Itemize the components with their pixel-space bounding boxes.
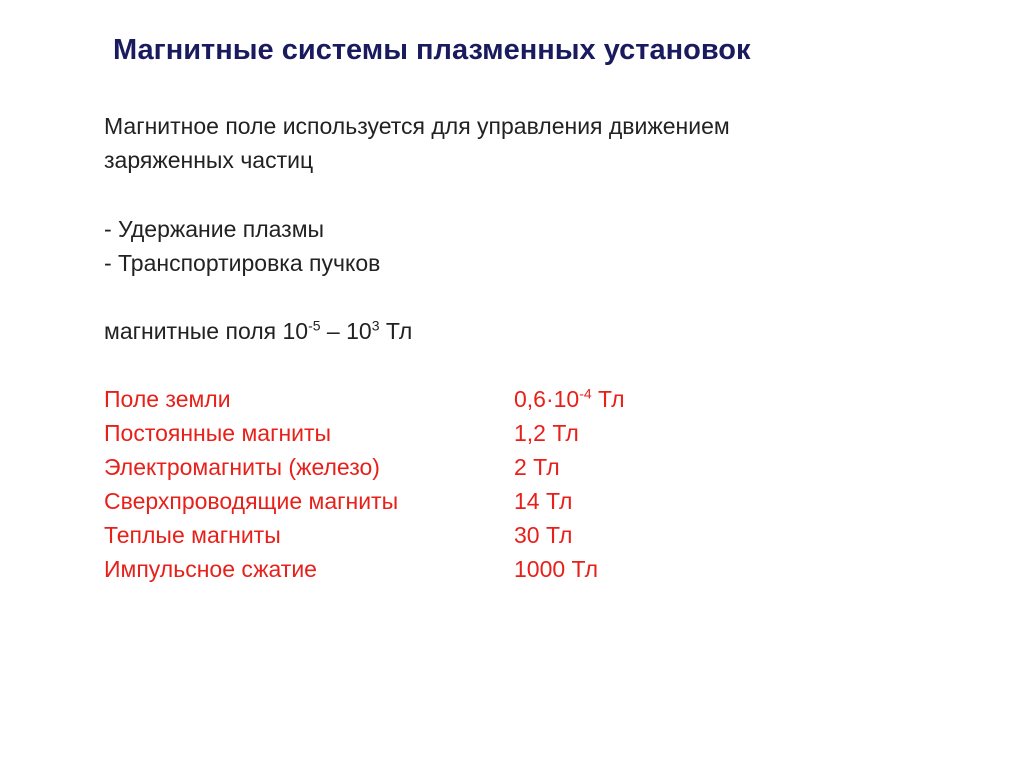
field-range-line [104, 314, 412, 348]
field-value: 1,2 Тл [514, 420, 579, 446]
field-value-unit: Тл [591, 386, 625, 412]
field-name: Сверхпроводящие магниты [104, 488, 399, 514]
field-name: Постоянные магниты [104, 420, 332, 446]
table-row [104, 552, 625, 586]
slide-title: Магнитные системы плазменных установок [113, 34, 751, 66]
field-value: 30 Тл [514, 522, 573, 548]
table-row [104, 416, 625, 450]
intro-line-1: Магнитное поле используется для управления движением [104, 113, 730, 139]
range-unit: Тл [379, 318, 413, 344]
range-prefix: магнитные поля 10 [104, 318, 309, 344]
field-name: Электромагниты (железо) [104, 454, 380, 480]
field-value-exp: -4 [579, 385, 592, 402]
range-exp-low: -5 [308, 317, 321, 334]
table-row [104, 518, 625, 552]
field-name: Импульсное сжатие [104, 556, 317, 582]
range-exp-high: 3 [371, 317, 380, 334]
field-name: Поле земли [104, 386, 231, 412]
table-row [104, 382, 625, 416]
field-value [514, 382, 625, 416]
table-row [104, 450, 625, 484]
intro-line-2: заряженных частиц [104, 147, 314, 173]
field-strength-table [104, 382, 625, 586]
bullet-item-plasma-confinement: - Удержание плазмы [104, 216, 325, 242]
field-value: 1000 Тл [514, 556, 598, 582]
table-row [104, 484, 625, 518]
intro-paragraph [104, 109, 730, 177]
field-value: 2 Тл [514, 454, 560, 480]
range-middle: – 10 [320, 318, 372, 344]
bullet-item-beam-transport: - Транспортировка пучков [104, 250, 381, 276]
field-name: Теплые магниты [104, 522, 281, 548]
bullet-list [104, 212, 380, 280]
field-value: 14 Тл [514, 488, 573, 514]
field-value-base: 0,6·10 [514, 386, 580, 412]
